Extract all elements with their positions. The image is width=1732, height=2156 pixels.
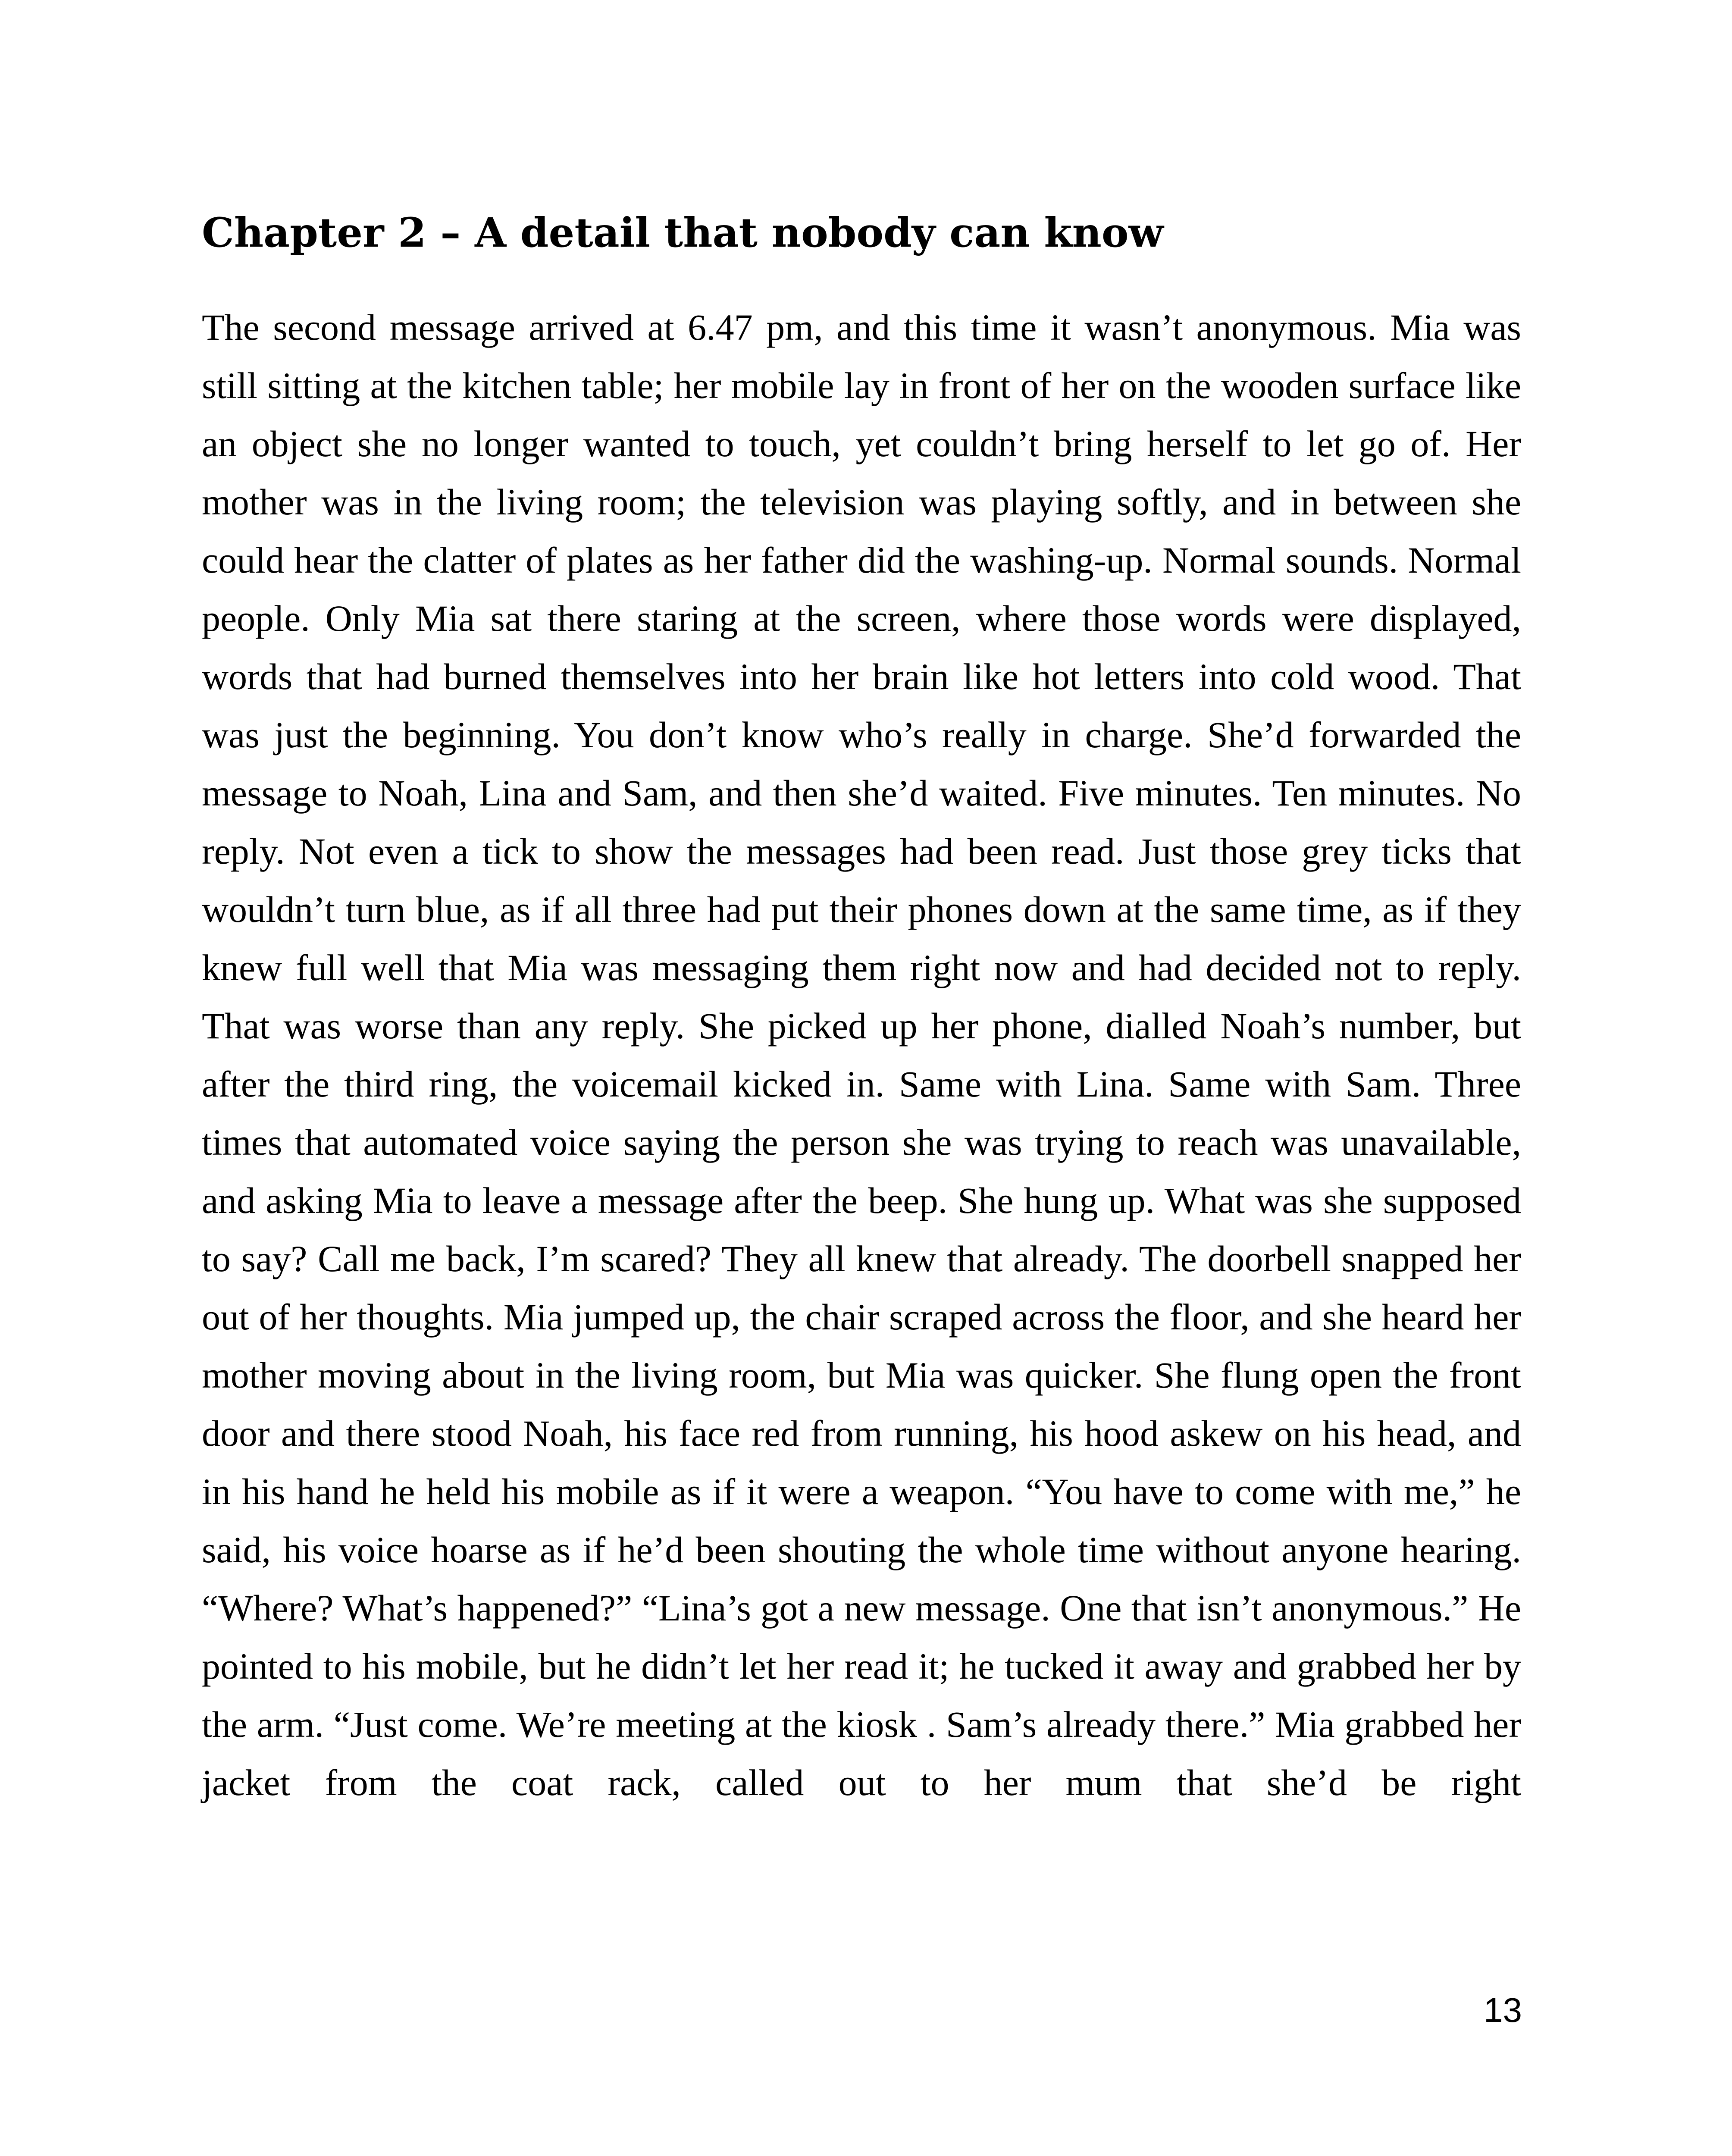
page-number: 13 xyxy=(1484,1991,1522,2029)
chapter-title: Chapter 2 – A detail that nobody can know xyxy=(202,209,1164,257)
body-paragraph: The second message arrived at 6.47 pm, and this time it wasn’t anonymous. Mia was still sitting at the kitchen table; her mobile lay in front of her on the wooden surface like an object she no longer wanted to touch, yet couldn’t bring herself to let go of. Her mother was in the living room; the television was playing softly, and in between she could hear the clatter of plates as her father did the washing-up. Normal sounds. Normal people. Only Mia sat there staring at the screen, where those words were displayed, words that had burned themselves into her brain like hot letters into cold wood. That was just the beginning. You don’t know who’s really in charge. She’d forwarded the message to Noah, Lina and Sam, and then she’d waited. Five minutes. Ten minutes. No reply. Not even a tick to show the messages had been read. Just those grey ticks that wouldn’t turn blue, as if all three had put their phones down at the same time, as if they knew full well that Mia was messaging them right now and had decided not to reply. That was worse than any reply. She picked up her phone, dialled Noah’s number, but after the third ring, the voicemail kicked in. Same with Lina. Same with Sam. Three times that automated voice saying the person she was trying to reach was unavailable, and asking Mia to leave a message after the beep. She hung up. What was she supposed to say? Call me back, I’m scared? They all knew that already. The doorbell snapped her out of her thoughts. Mia jumped up, the chair scraped across the floor, and she heard her mother moving about in the living room, but Mia was quicker. She flung open the front door and there stood Noah, his face red from running, his hood askew on his head, and in his hand he held his mobile as if it were a weapon. “You have to come with me,” he said, his voice hoarse as if he’d been shouting the whole time without anyone hearing. “Where? What’s happened?” “Lina’s got a new message. One that isn’t anonymous.” He pointed to his mobile, but he didn’t let her read it; he tucked it away and grabbed her by the arm. “Just come. We’re meeting at the kiosk . Sam’s already there.” Mia grabbed her jacket from the coat rack, called out to her mum that she’d be right xyxy=(202,307,1521,1803)
